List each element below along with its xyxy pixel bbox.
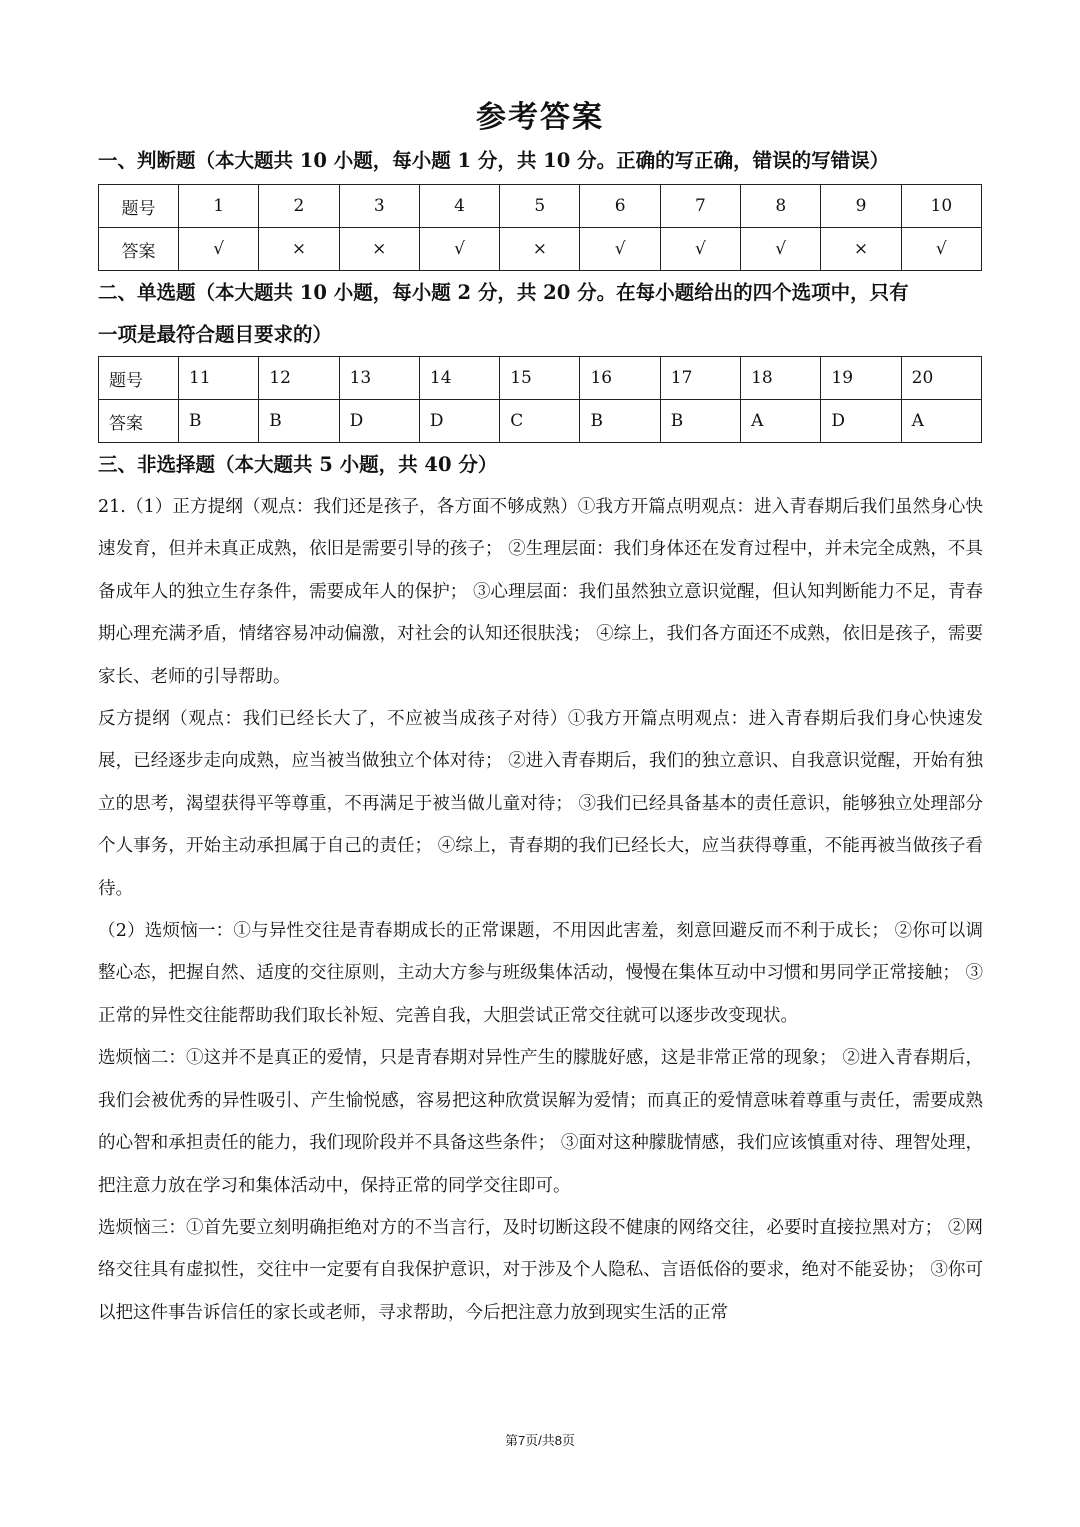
- question-number: 13: [339, 357, 419, 400]
- question-number: 4: [419, 185, 499, 228]
- question-number: 9: [821, 185, 901, 228]
- section2-heading-line1: 二、单选题（本大题共 10 小题，每小题 2 分，共 20 分。在每小题给出的四个选项中，只有: [98, 281, 909, 304]
- section1-answer-table: [98, 184, 982, 271]
- answer-paragraph: 选烦恼三：①首先要立刻明确拒绝对方的不当言行，及时切断这段不健康的网络交往，必要时直接拉黑对方； ②网络交往具有虚拟性，交往中一定要有自我保护意识，对于涉及个人隐私、言语低俗的要求，绝对不能妥协； ③你可以把这件事告诉信任的家长或老师，寻求帮助，今后把注意力放到现实生活的正常: [98, 1217, 983, 1323]
- answer-paragraph: 21.（1）正方提纲（观点：我们还是孩子，各方面不够成熟）①我方开篇点明观点：进入青春期后我们虽然身心快速发育，但并未真正成熟，依旧是需要引导的孩子； ②生理层面：我们身体还在发育过程中，并未完全成熟，不具备成年人的独立生存条件，需要成年人的保护； ③心理层面：我们虽然独立意识觉醒，但认知判断能力不足，青春期心理充满矛盾，情绪容易冲动偏激，对社会的认知还很肤浅； ④综上，我们各方面还不成熟，依旧是孩子，需要家长、老师的引导帮助。: [98, 497, 983, 687]
- question-number: 16: [580, 357, 660, 400]
- question-number: 15: [500, 357, 580, 400]
- answer-cell: B: [660, 400, 740, 443]
- question-number: 14: [419, 357, 499, 400]
- answer-cell: C: [500, 400, 580, 443]
- question-number: 12: [259, 357, 339, 400]
- answer-cell: A: [901, 400, 981, 443]
- question-number: 11: [179, 357, 259, 400]
- answer-cell: √: [179, 228, 259, 271]
- question-number: 17: [660, 357, 740, 400]
- answer-cell: D: [339, 400, 419, 443]
- answer-paragraph: 反方提纲（观点：我们已经长大了，不应被当成孩子对待）①我方开篇点明观点：进入青春期后我们身心快速发展，已经逐步走向成熟，应当被当做独立个体对待； ②进入青春期后，我们的独立意识、自我意识觉醒，开始有独立的思考，渴望获得平等尊重，不再满足于被当做儿童对待； ③我们已经具备基本的责任意识，能够独立处理部分个人事务，开始主动承担属于自己的责任； ④综上，青春期的我们已经长大，应当获得尊重，不能再被当做孩子看待。: [98, 709, 983, 899]
- section1-heading: 一、判断题（本大题共 10 小题，每小题 1 分，共 10 分。正确的写正确，错误的写错误）: [98, 149, 890, 172]
- answer-cell: D: [821, 400, 901, 443]
- answer-cell: √: [901, 228, 981, 271]
- table-row: [99, 357, 982, 400]
- page-title: 参考答案: [476, 100, 604, 135]
- row-label: 题号: [99, 185, 179, 228]
- row-label: 答案: [99, 228, 179, 271]
- answer-cell: √: [660, 228, 740, 271]
- table-row: [99, 228, 982, 271]
- answer-cell: ×: [821, 228, 901, 271]
- question-number: 2: [259, 185, 339, 228]
- answer-paragraph: （2）选烦恼一：①与异性交往是青春期成长的正常课题，不用因此害羞，刻意回避反而不利于成长； ②你可以调整心态，把握自然、适度的交往原则，主动大方参与班级集体活动，慢慢在集体互动中习惯和男同学正常接触； ③正常的异性交往能帮助我们取长补短、完善自我，大胆尝试正常交往就可以逐步改变现状。: [98, 921, 983, 1026]
- section2-answer-table: [98, 356, 982, 443]
- question-number: 3: [339, 185, 419, 228]
- table-row: [99, 400, 982, 443]
- section3-heading: 三、非选择题（本大题共 5 小题，共 40 分）: [98, 453, 498, 476]
- answer-cell: B: [179, 400, 259, 443]
- question-number: 18: [741, 357, 821, 400]
- answer-cell: ×: [339, 228, 419, 271]
- question-number: 5: [500, 185, 580, 228]
- answer-cell: B: [259, 400, 339, 443]
- answer-cell: √: [419, 228, 499, 271]
- row-label: 答案: [99, 400, 179, 443]
- answer-cell: B: [580, 400, 660, 443]
- question-number: 7: [660, 185, 740, 228]
- answer-paragraph: 选烦恼二：①这并不是真正的爱情，只是青春期对异性产生的朦胧好感，这是非常正常的现象； ②进入青春期后，我们会被优秀的异性吸引、产生愉悦感，容易把这种欣赏误解为爱情；而真正的爱情意味着尊重与责任，需要成熟的心智和承担责任的能力，我们现阶段并不具备这些条件； ③面对这种朦胧情感，我们应该慎重对待、理智处理，把注意力放在学习和集体活动中，保持正常的同学交往即可。: [98, 1048, 983, 1196]
- answer-cell: ×: [500, 228, 580, 271]
- section2-heading-line2: 一项是最符合题目要求的）: [98, 323, 333, 346]
- question-number: 1: [179, 185, 259, 228]
- answer-cell: √: [580, 228, 660, 271]
- question-number: 19: [821, 357, 901, 400]
- page-number: 第7页/共8页: [504, 1433, 576, 1448]
- answer-cell: D: [419, 400, 499, 443]
- question-number: 8: [741, 185, 821, 228]
- question-number: 6: [580, 185, 660, 228]
- answer-cell: A: [741, 400, 821, 443]
- row-label: 题号: [99, 357, 179, 400]
- answer-cell: √: [741, 228, 821, 271]
- answer-body: [98, 486, 983, 1334]
- question-number: 10: [901, 185, 981, 228]
- table-row: [99, 185, 982, 228]
- question-number: 20: [901, 357, 981, 400]
- answer-cell: ×: [259, 228, 339, 271]
